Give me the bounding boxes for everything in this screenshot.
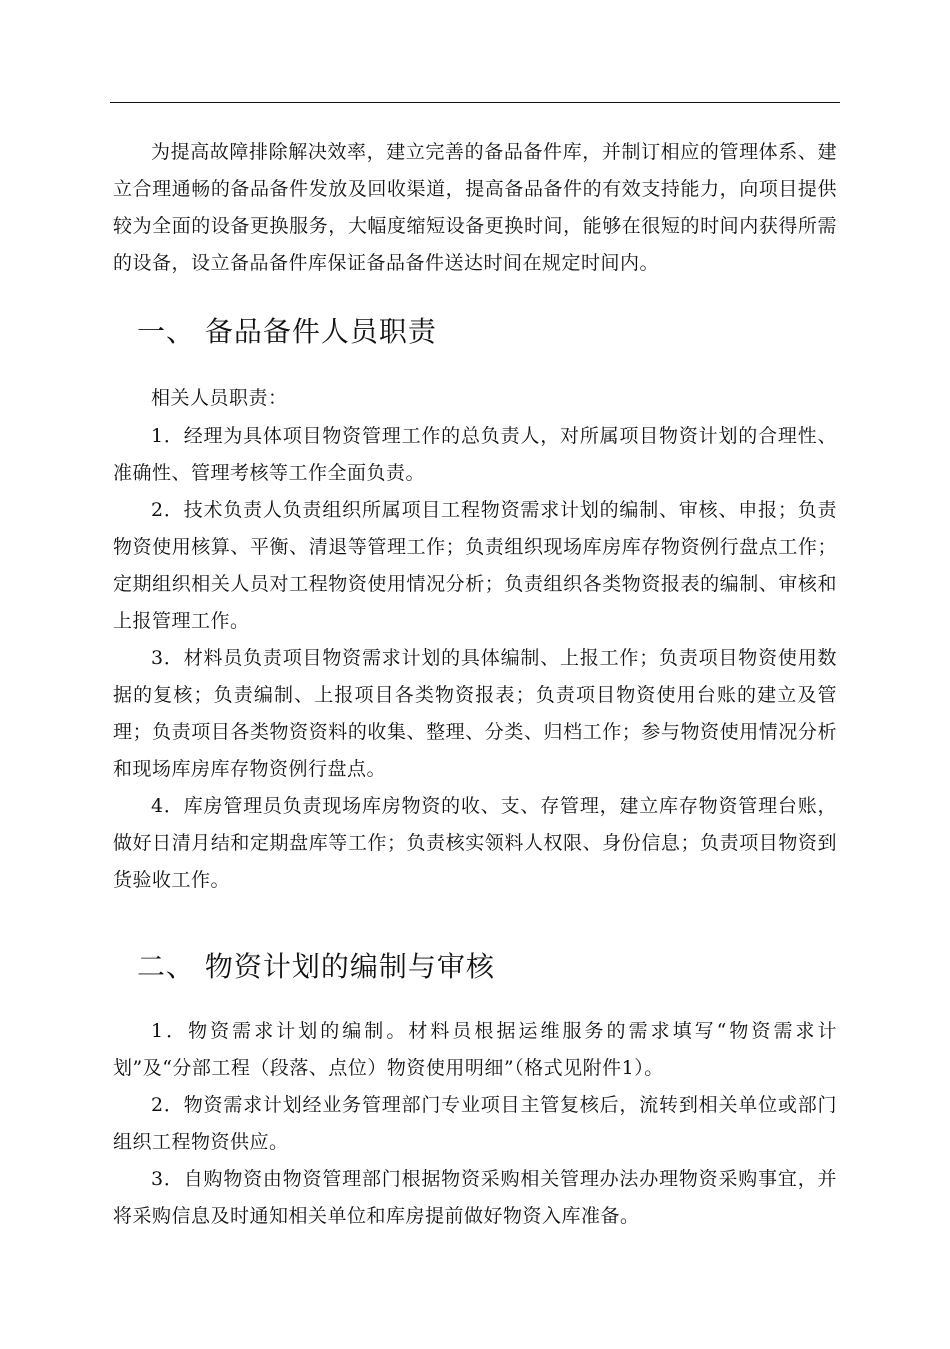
intro-paragraph: 为提高故障排除解决效率，建立完善的备品备件库，并制订相应的管理体系、建立合理通畅的备品备件发放及回收渠道，提高备品备件的有效支持能力，向项目提供较为全面的设备更换服务，大幅度缩短设备更换时间，能够在很短的时间内获得所需的设备，设立备品备件库保证备品备件送达时间在规定时间内。 — [113, 141, 837, 274]
section-2-heading: 二、 物资计划的编制与审核 — [137, 950, 495, 983]
section-1-label: 相关人员职责： — [151, 387, 288, 409]
section-2-item-1: 1．物资需求计划的编制。材料员根据运维服务的需求填写“物资需求计划”及“分部工程（段落、点位）物资使用明细”（格式见附件1）。 — [113, 1020, 837, 1079]
section-1-heading: 一、 备品备件人员职责 — [137, 315, 437, 348]
section-2-item-3: 3．自购物资由物资管理部门根据物资采购相关管理办法办理物资采购事宜，并将采购信息及时通知相关单位和库房提前做好物资入库准备。 — [113, 1168, 837, 1227]
header-rule — [110, 102, 840, 103]
section-1-item-4: 4．库房管理员负责现场库房物资的收、支、存管理，建立库存物资管理台账，做好日清月结和定期盘库等工作；负责核实领料人权限、身份信息；负责项目物资到货验收工作。 — [113, 795, 837, 891]
section-1-item-1: 1．经理为具体项目物资管理工作的总负责人，对所属项目物资计划的合理性、准确性、管理考核等工作全面负责。 — [113, 425, 837, 484]
section-1-item-2: 2．技术负责人负责组织所属项目工程物资需求计划的编制、审核、申报；负责物资使用核算、平衡、清退等管理工作；负责组织现场库房库存物资例行盘点工作；定期组织相关人员对工程物资使用情况分析；负责组织各类物资报表的编制、审核和上报管理工作。 — [113, 499, 837, 632]
section-1-item-3: 3．材料员负责项目物资需求计划的具体编制、上报工作；负责项目物资使用数据的复核；负责编制、上报项目各类物资报表；负责项目物资使用台账的建立及管理；负责项目各类物资资料的收集、整理、分类、归档工作；参与物资使用情况分析和现场库房库存物资例行盘点。 — [113, 647, 837, 780]
section-2-item-2: 2．物资需求计划经业务管理部门专业项目主管复核后，流转到相关单位或部门组织工程物资供应。 — [113, 1094, 837, 1153]
document-body — [113, 134, 837, 1235]
